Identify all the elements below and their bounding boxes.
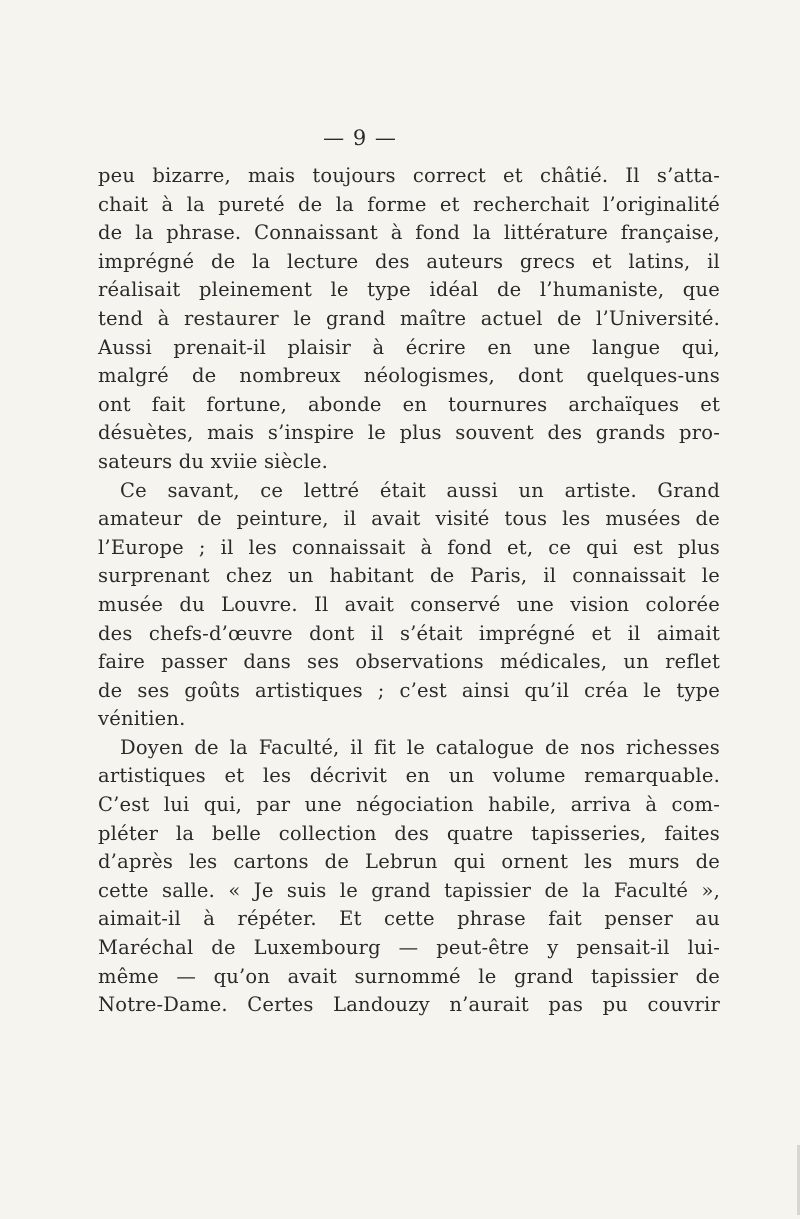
paragraph-2 <box>98 477 720 734</box>
text-line: imprégné de la lecture des auteurs grecs et latins, il <box>98 249 720 273</box>
text-line: chait à la pureté de la forme et recherchait l’originalité <box>98 192 720 216</box>
text-line: Doyen de la Faculté, il fit le catalogue de nos richesses <box>120 735 720 759</box>
text-line: tend à restaurer le grand maître actuel de l’Université. <box>98 306 720 330</box>
text-line: surprenant chez un habitant de Paris, il connaissait le <box>98 564 720 588</box>
text-line: musée du Louvre. Il avait conservé une vision colorée <box>98 592 720 616</box>
text-line: vénitien. <box>98 707 186 731</box>
text-line: ont fait fortune, abonde en tournures archaïques et <box>98 392 720 416</box>
text-line: Aussi prenait-il plaisir à écrire en une langue qui, <box>98 335 720 359</box>
text-line: même — qu’on avait surnommé le grand tapissier de <box>98 964 720 988</box>
text-line: faire passer dans ses observations médicales, un reflet <box>98 650 720 674</box>
text-line: malgré de nombreux néologismes, dont quelques-uns <box>98 364 720 388</box>
text-line: de ses goûts artistiques ; c’est ainsi qu’il créa le type <box>98 678 720 702</box>
text-line: de la phrase. Connaissant à fond la littérature française, <box>98 221 720 245</box>
text-line: Ce savant, ce lettré était aussi un artiste. Grand <box>120 478 720 502</box>
text-line: désuètes, mais s’inspire le plus souvent des grands pro- <box>98 421 720 445</box>
text-line: artistiques et les décrivit en un volume remarquable. <box>98 764 720 788</box>
text-line: pléter la belle collection des quatre tapisseries, faites <box>98 821 720 845</box>
text-line: aimait-il à répéter. Et cette phrase fait penser au <box>98 907 720 931</box>
page-number: — 9 — <box>323 126 397 150</box>
paragraph-3 <box>98 734 720 1020</box>
paragraph-1 <box>98 162 720 477</box>
text-line: l’Europe ; il les connaissait à fond et, ce qui est plus <box>98 535 720 559</box>
body-text <box>98 162 720 1020</box>
text-line: peu bizarre, mais toujours correct et châtié. Il s’atta- <box>98 164 720 187</box>
text-line: cette salle. « Je suis le grand tapissier de la Faculté », <box>98 878 720 902</box>
text-line: d’après les cartons de Lebrun qui ornent les murs de <box>98 850 720 874</box>
text-line: sateurs du xviie siècle. <box>98 449 329 473</box>
text-line: C’est lui qui, par une négociation habile, arriva à com- <box>98 793 720 817</box>
text-line: amateur de peinture, il avait visité tous les musées de <box>98 507 720 531</box>
text-line: Maréchal de Luxembourg — peut-être y pensait-il lui- <box>98 936 720 960</box>
text-line: Notre-Dame. Certes Landouzy n’aurait pas pu couvrir <box>98 993 720 1017</box>
text-line: des chefs-d’œuvre dont il s’était imprégné et il aimait <box>98 621 720 645</box>
text-line: réalisait pleinement le type idéal de l’humaniste, que <box>98 278 720 302</box>
